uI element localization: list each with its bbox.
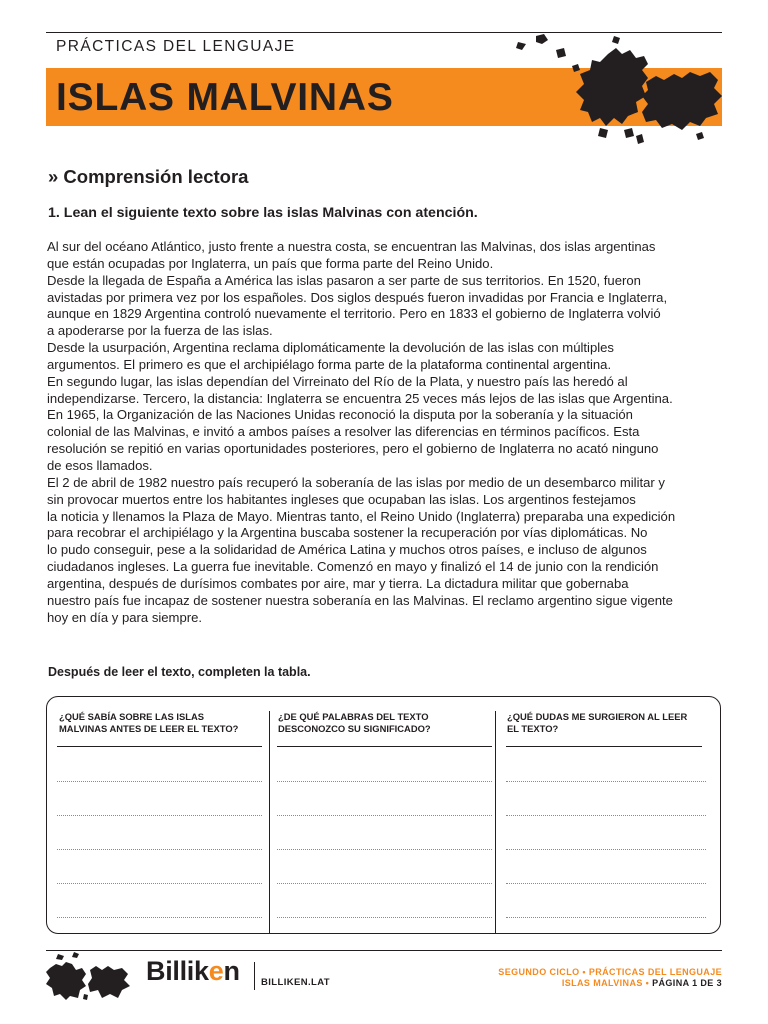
reading-line: avistadas por primera vez por los españoles. Dos siglos después fueron invadidas por Francia e Inglaterra, — [47, 289, 668, 305]
reading-line: de esos llamados. — [47, 457, 153, 473]
page-title: ISLAS MALVINAS — [56, 76, 394, 119]
brand-accent-letter: e — [208, 956, 224, 986]
section-subheading: » Comprensión lectora — [48, 166, 249, 187]
column-header-questions — [507, 711, 687, 734]
reading-line: sin provocar muertos entre los habitantes ingleses que ocupaban las islas. Los argentinos festejamos — [47, 491, 636, 507]
reading-line: que están ocupadas por Inglaterra, un país que forma parte del Reino Unido. — [47, 255, 494, 271]
reading-line: independizarse. Tercero, la distancia: Inglaterra se encuentra 25 veces más lejos de las islas que Argentina. — [47, 390, 673, 406]
footer-page-info — [562, 978, 722, 988]
column-divider — [269, 711, 270, 933]
answer-line-col1[interactable] — [57, 917, 262, 918]
section-label: PRÁCTICAS DEL LENGUAJE — [56, 38, 296, 55]
reading-line: hoy en día y para siempre. — [47, 609, 203, 625]
column-header-line: MALVINAS ANTES DE LEER EL TEXTO? — [59, 722, 239, 734]
table-instruction: Después de leer el texto, completen la tabla. — [48, 665, 311, 679]
column-header-line: EL TEXTO? — [507, 722, 559, 734]
answer-line-col2[interactable] — [277, 883, 492, 884]
answer-line-col3[interactable] — [506, 849, 706, 850]
falkland-islands-map-icon — [496, 26, 728, 156]
reading-line: En segundo lugar, las islas dependían del Virreinato del Río de la Plata, y nuestro país las heredó al — [47, 373, 628, 389]
answer-line-col2[interactable] — [277, 815, 492, 816]
column-header-rule — [277, 746, 492, 747]
column-divider — [495, 711, 496, 933]
reading-line: Al sur del océano Atlántico, justo frente a nuestra costa, se encuentran las Malvinas, dos islas argentinas — [47, 239, 656, 254]
brand-text-end: n — [223, 956, 240, 986]
column-header-rule — [506, 746, 702, 747]
reading-line: lo pudo conseguir, pese a la solidaridad de América Latina y muchos otros países, e incluso de algunos — [47, 542, 647, 558]
column-header-line: ¿QUÉ DUDAS ME SURGIERON AL LEER — [507, 711, 688, 722]
page-number: PÁGINA 1 DE 3 — [649, 978, 722, 988]
column-header-prior-knowledge — [59, 711, 238, 734]
footer-topic: ISLAS MALVINAS • — [561, 978, 650, 988]
reading-passage — [47, 239, 723, 626]
answer-line-col1[interactable] — [57, 781, 262, 782]
column-header-line: ¿QUÉ SABÍA SOBRE LAS ISLAS — [59, 711, 204, 722]
answer-line-col1[interactable] — [57, 815, 262, 816]
column-header-line: DESCONOZCO SU SIGNIFICADO? — [278, 722, 431, 734]
answer-line-col3[interactable] — [506, 781, 706, 782]
answer-line-col3[interactable] — [506, 815, 706, 816]
reading-line: a apoderarse por la fuerza de las islas. — [47, 323, 273, 339]
reading-line: aunque en 1829 Argentina controló nuevamente el territorio. Pero en 1833 el gobierno de Inglaterra volvió — [47, 306, 661, 322]
response-table — [46, 696, 721, 934]
column-header-line: ¿DE QUÉ PALABRAS DEL TEXTO — [278, 711, 429, 722]
site-link[interactable]: BILLIKEN.LAT — [261, 977, 331, 988]
reading-line: Desde la llegada de España a América las islas pasaron a ser parte de sus territorios. En 1520, fueron — [47, 272, 641, 288]
answer-line-col1[interactable] — [57, 849, 262, 850]
footer-rule — [46, 950, 722, 951]
reading-line: para recobrar el archipiélago y la Argentina buscaba sostener la recuperación por vías diplomáticas. No — [47, 525, 648, 541]
answer-line-col3[interactable] — [506, 917, 706, 918]
reading-line: ciudadanos ingleses. La guerra fue inevitable. Comenzó en mayo y finalizó el 14 de junio con la rendición — [47, 559, 659, 575]
footer-course-info: SEGUNDO CICLO • PRÁCTICAS DEL LENGUAJE — [498, 967, 722, 977]
footer-divider — [254, 962, 255, 990]
reading-line: la noticia y llenamos la Plaza de Mayo. Mientras tanto, el Reino Unido (Inglaterra) preparaba una expedición — [47, 508, 676, 524]
reading-line: El 2 de abril de 1982 nuestro país recuperó la soberanía de las islas por medio de un desembarco militar y — [47, 474, 665, 490]
answer-line-col3[interactable] — [506, 883, 706, 884]
reading-line: Desde la usurpación, Argentina reclama diplomáticamente la devolución de las islas con múltiples — [47, 340, 614, 356]
column-header-rule — [57, 746, 262, 747]
reading-line: En 1965, la Organización de las Naciones Unidas reconoció la disputa por la soberanía y la situación — [47, 407, 633, 423]
question-1: 1. Lean el siguiente texto sobre las islas Malvinas con atención. — [48, 205, 478, 221]
reading-line: resolución se repitió en varias oportunidades posteriores, pero el gobierno de Inglaterra no acató ninguno — [47, 441, 659, 457]
reading-line: argumentos. El primero es que el archipiélago forma parte de la plataforma continental argentina. — [47, 356, 612, 372]
reading-line: nuestro país fue incapaz de sostener nuestra soberanía en las Malvinas. El reclamo argentino sigue vigente — [47, 592, 673, 608]
answer-line-col1[interactable] — [57, 883, 262, 884]
malvinas-silhouette-icon — [44, 950, 132, 1002]
answer-line-col2[interactable] — [277, 849, 492, 850]
reading-line: colonial de las Malvinas, e invitó a ambos países a resolver las diferencias en términos pacíficos. Esta — [47, 424, 640, 440]
column-header-unknown-words — [278, 711, 431, 734]
answer-line-col2[interactable] — [277, 781, 492, 782]
reading-line: argentina, después de durísimos combates por aire, mar y tierra. La dictadura militar que gobernaba — [47, 575, 629, 591]
billiken-logo — [146, 956, 240, 987]
answer-line-col2[interactable] — [277, 917, 492, 918]
brand-text: Billik — [146, 956, 209, 986]
